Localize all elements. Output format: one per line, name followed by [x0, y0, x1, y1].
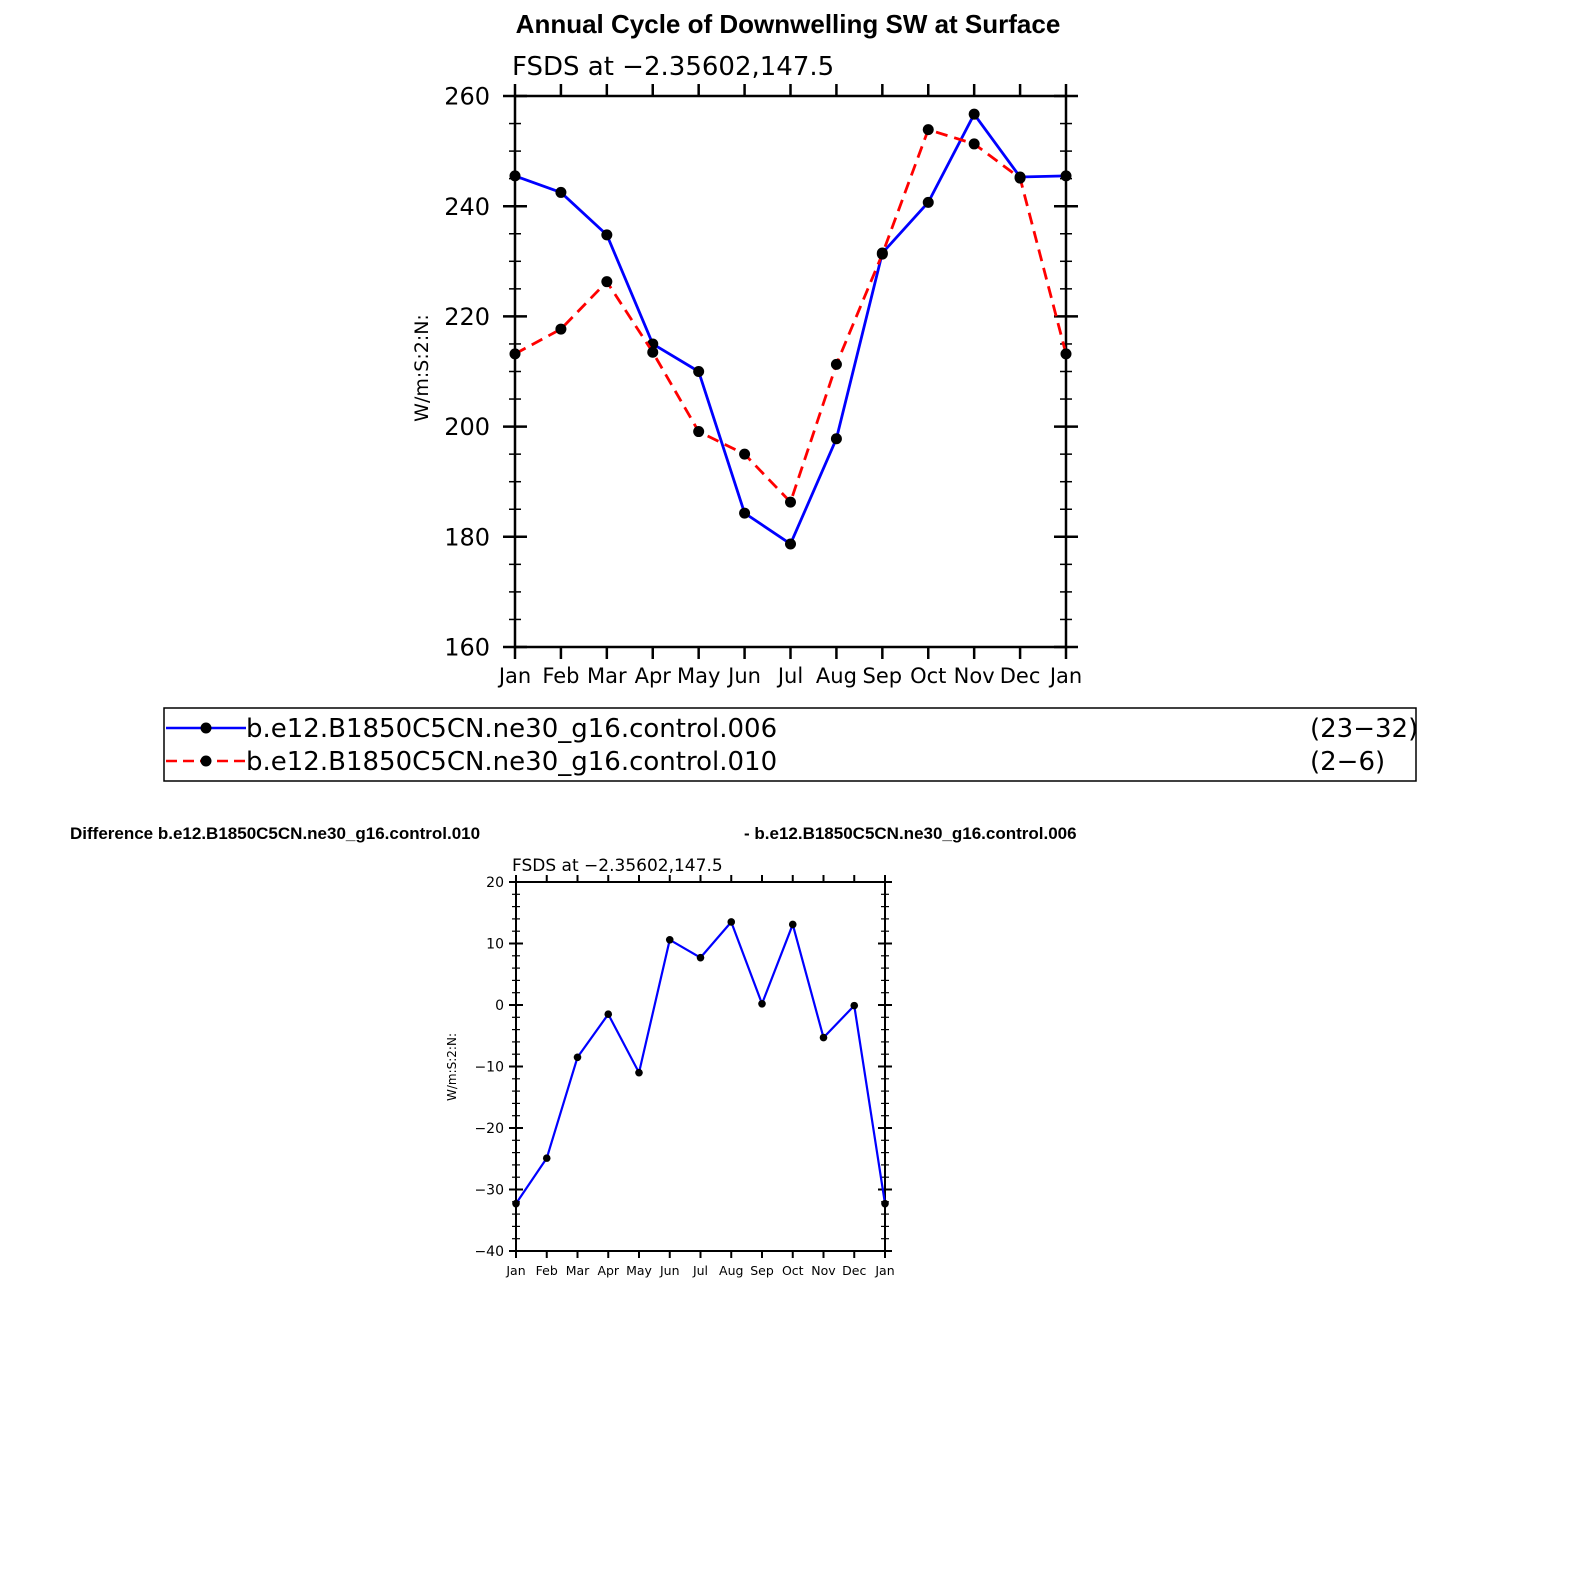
main-chart-ylabel: W/m:S:2:N: — [411, 314, 433, 422]
difference-chart-series-0-point — [789, 921, 797, 929]
main-chart-plot-frame — [515, 96, 1066, 647]
main-chart-y-tick-label: 260 — [444, 82, 490, 111]
difference-chart-x-tick-label: Dec — [842, 1263, 867, 1278]
legend-entry-control-010 — [166, 747, 1385, 777]
figure-title: Annual Cycle of Downwelling SW at Surface — [515, 9, 1061, 39]
difference-chart-series-0-point — [512, 1200, 520, 1208]
difference-chart-x-tick-label: Aug — [719, 1263, 744, 1278]
main-chart-subtitle: FSDS at −2.35602,147.5 — [512, 52, 835, 82]
main-chart-y-tick-label: 240 — [444, 192, 490, 221]
legend-swatch-marker-006 — [201, 723, 212, 734]
main-chart-series-0-point — [739, 508, 750, 519]
main-chart-series-1-point — [1061, 348, 1072, 359]
difference-chart-x-tick-label: May — [626, 1263, 652, 1278]
legend-swatch-marker-010 — [201, 756, 212, 767]
difference-chart-series-0-point — [574, 1053, 582, 1061]
difference-title-left: Difference b.e12.B1850C5CN.ne30_g16.control.010 — [70, 824, 481, 843]
difference-chart — [70, 824, 1077, 1278]
difference-chart-series-line-0 — [516, 922, 885, 1204]
main-chart-series-0-point — [1061, 170, 1072, 181]
main-chart-series-0-point — [785, 538, 796, 549]
main-chart-series-0-point — [831, 433, 842, 444]
difference-chart-y-tick-label: 10 — [486, 936, 504, 953]
main-chart-series-1-point — [601, 276, 612, 287]
main-chart-y-tick-label: 180 — [444, 523, 490, 552]
main-chart-series-0-point — [693, 366, 704, 377]
main-chart-y-tick-label: 220 — [444, 303, 490, 332]
difference-chart-series — [512, 918, 889, 1207]
difference-chart-series-0-point — [758, 1000, 766, 1008]
difference-chart-x-tick-label: Apr — [597, 1263, 620, 1278]
difference-chart-x-tick-label: Nov — [811, 1263, 836, 1278]
difference-chart-x-tick-label: Jul — [692, 1263, 709, 1278]
difference-chart-x-tick-label: Jan — [506, 1263, 526, 1278]
difference-chart-series-0-point — [820, 1034, 828, 1042]
difference-chart-x-tick-label: Mar — [565, 1263, 590, 1278]
main-chart-x-tick-label: Mar — [587, 664, 627, 688]
main-chart-x-tick-label: Aug — [815, 664, 857, 688]
difference-chart-x-tick-label: Oct — [781, 1263, 804, 1278]
main-chart-series-1-point — [831, 359, 842, 370]
main-chart-series-0-point — [601, 229, 612, 240]
difference-chart-plot-frame — [516, 882, 885, 1251]
difference-chart-y-tick-label: 0 — [495, 998, 504, 1015]
difference-chart-series-0-point — [635, 1069, 643, 1077]
main-chart-x-tick-label: Nov — [953, 664, 995, 688]
difference-chart-subtitle: FSDS at −2.35602,147.5 — [512, 856, 723, 876]
legend-years-010: (2−6) — [1310, 747, 1386, 777]
difference-chart-y-tick-label: −20 — [474, 1121, 504, 1138]
difference-chart-x-tick-label: Feb — [535, 1263, 558, 1278]
difference-chart-series-0-point — [850, 1002, 858, 1010]
difference-chart-series-0-point — [666, 936, 674, 944]
difference-chart-y-tick-label: 20 — [486, 875, 504, 892]
main-chart-x-tick-label: May — [676, 664, 721, 688]
legend — [164, 708, 1418, 781]
main-chart-x-tick-label: Jan — [498, 664, 532, 688]
main-chart-series-0-point — [510, 170, 521, 181]
main-chart-y-tick-label: 160 — [444, 633, 490, 662]
legend-entry-control-006 — [166, 714, 1418, 744]
main-chart — [411, 52, 1082, 688]
main-chart-x-tick-label: Dec — [999, 664, 1041, 688]
main-chart-series-line-1 — [515, 130, 1066, 502]
legend-label-006: b.e12.B1850C5CN.ne30_g16.control.006 — [246, 714, 778, 744]
main-chart-axes — [444, 83, 1082, 688]
difference-chart-y-tick-label: −10 — [474, 1059, 504, 1076]
legend-label-010: b.e12.B1850C5CN.ne30_g16.control.010 — [246, 747, 778, 777]
difference-chart-y-tick-label: −40 — [474, 1244, 504, 1261]
main-chart-series-1-point — [969, 138, 980, 149]
main-chart-x-tick-label: Sep — [862, 664, 903, 688]
main-chart-series — [510, 109, 1072, 550]
main-chart-series-1-point — [693, 426, 704, 437]
difference-chart-x-tick-label: Sep — [750, 1263, 774, 1278]
difference-chart-axes — [474, 875, 894, 1278]
difference-chart-series-0-point — [727, 918, 735, 926]
legend-years-006: (23−32) — [1310, 714, 1419, 744]
main-chart-series-1-point — [739, 449, 750, 460]
main-chart-series-line-0 — [515, 114, 1066, 544]
main-chart-series-0-point — [969, 109, 980, 120]
difference-chart-series-0-point — [604, 1010, 612, 1018]
main-chart-series-1-point — [877, 249, 888, 260]
difference-chart-ylabel: W/m:S:2:N: — [445, 1033, 459, 1101]
main-chart-series-1-point — [923, 124, 934, 135]
main-chart-x-tick-label: Jul — [777, 664, 804, 688]
difference-chart-y-tick-label: −30 — [474, 1182, 504, 1199]
main-chart-series-0-point — [923, 197, 934, 208]
main-chart-y-tick-label: 200 — [444, 413, 490, 442]
main-chart-series-1-point — [555, 324, 566, 335]
difference-chart-x-tick-label: Jan — [875, 1263, 895, 1278]
difference-chart-x-tick-label: Jun — [659, 1263, 680, 1278]
main-chart-series-1-point — [510, 348, 521, 359]
main-chart-x-tick-label: Feb — [542, 664, 580, 688]
main-chart-x-tick-label: Jan — [1049, 664, 1083, 688]
difference-chart-series-0-point — [543, 1154, 551, 1162]
main-chart-x-tick-label: Jun — [728, 664, 761, 688]
main-chart-x-tick-label: Oct — [910, 664, 947, 688]
main-chart-series-1-point — [785, 497, 796, 508]
difference-chart-series-0-point — [697, 954, 705, 962]
main-chart-series-1-point — [647, 347, 658, 358]
difference-chart-series-0-point — [881, 1200, 889, 1208]
main-chart-series-1-point — [1015, 173, 1026, 184]
difference-title-right: - b.e12.B1850C5CN.ne30_g16.control.006 — [744, 824, 1077, 843]
main-chart-x-tick-label: Apr — [634, 664, 671, 688]
main-chart-series-0-point — [555, 187, 566, 198]
